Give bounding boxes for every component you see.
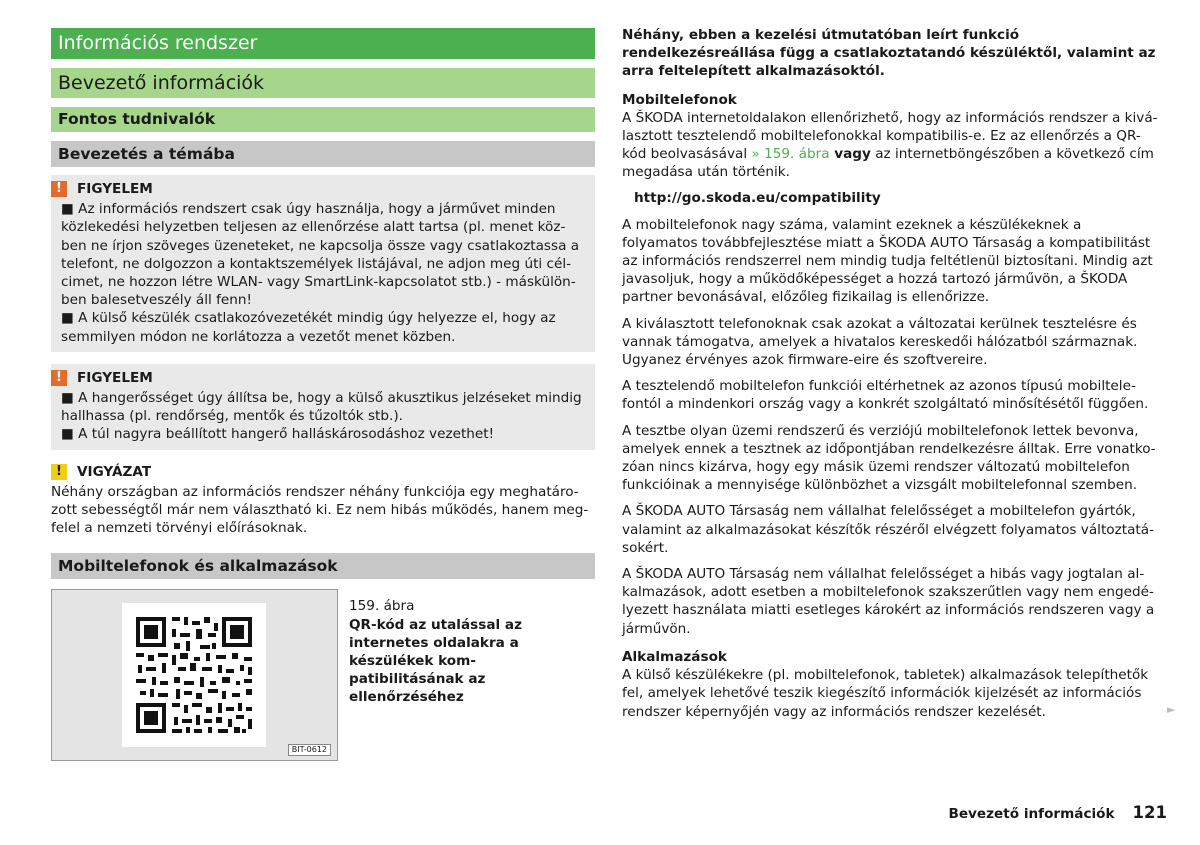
figure-title: QR-kód az utalással az internetes oldalakra a készülékek kompatibilitásának az ellenőrzéséhez [349,616,522,706]
warning-text: ■ Az információs rendszert csak úgy használja, hogy a járművet minden közlekedési helyzetben teljesen az ellenőrzése alatt tartsa (pl. menet közben ne írjon szöveges üzeneteket, ne kapcsolja össze vagy csatlakoztassa a telefont, ne dolgozzon a kontaktszemélyek listájával, ne adjon meg úti célcimet, ne hozzon létre WLAN- vagy SmartLink-kapcsolatot stb.) - máskülönben balesetveszély áll fenn! [61,201,580,309]
paragraph: A kiválasztott telefonoknak csak azokat a változatai kerülnek tesztelésre és vannak támogatva, amelyek a hivatalos kereskedői hálózatból származnak. Ugyanez érvényes azok firmware-eire és szoftvereire. [622,315,1138,369]
qr-code-graphic [122,603,266,747]
warning-text: ■ A külső készülék csatlakozóvezetékét mindig úgy helyezze el, hogy az semmilyen módon ne korlátozza a vezetőt menet közben. [61,310,556,345]
intro-paragraph: Néhány, ebben a kezelési útmutatóban leírt funkció rendelkezésreállása függ a csatlakoztatandó készüléktől, valamint az arra feltelepített alkalmazásoktól. [622,27,1156,80]
footer-chapter-label: Bevezető információk [948,806,1115,822]
apps-paragraph: A külső készülékekre (pl. mobiltelefonok, tabletek) alkalmazások telepíthetők fel, amelyek lehetővé teszik kiegészítő információk kijelzését az információs rendszer képernyőjén vagy az információs rendszer kezelését. [622,667,1149,720]
warning-text: ■ A hangerősséget úgy állítsa be, hogy a külső akusztikus jelzéseket mindig hallhassa (pl. rendőrség, mentők és tűzoltók stb.). [61,390,582,425]
figure-tag: BIT-0612 [288,744,331,756]
warning-text: ■ A túl nagyra beállított hangerő halláskárosodáshoz vezethet! [61,426,495,443]
left-column [51,28,595,761]
paragraph: A mobiltelefonok nagy száma, valamint ezeknek a készülékeknek a folyamatos továbbfejlesztése miatt a ŠKODA AUTO Társaság a kompatibilitást az információs rendszerrel nem mindig tudja feltétlenül biztosítani. Mindig azt javasoljuk, hogy a működőképességet a hozzá tartozó járművön, a ŠKODA partner bevonásával, előzőleg fizikailag is ellenőrizze. [622,216,1153,306]
apps-heading: Alkalmazások [622,648,727,665]
warning-title: FIGYELEM [77,369,153,386]
caution-box [51,456,595,538]
figure-number: 159. ábra [349,598,415,615]
figure-link[interactable]: » 159. ábra [751,146,830,163]
caution-title: VIGYÁZAT [77,463,152,480]
figure-image [51,589,338,761]
warning-title: FIGYELEM [77,181,153,197]
sub-title: Fontos tudnivalók [51,107,595,132]
mobile-heading: Mobiltelefonok [622,91,737,108]
mobile-paragraph: A ŠKODA internetoldalakon ellenőrizhető, hogy az információs rendszer a kiválasztott tesztelendő mobiltelefonokkal kompatibilis-e. Ez az ellenőrzés a QR-kód beolvasásával » 159. ábra vagy az internetböngészőben a következő cím megadása után történik. [622,109,1158,181]
warning-icon: ! [51,370,67,386]
paragraph: A tesztbe olyan üzemi rendszerű és verziójú mobiltelefonok lettek bevonva, amelyek ennek a tesztnek az időpontjában rendelkezésre álltak. Erre vonatkozóan nincs kizárva, hogy egy másik üzemi rendszer változatú mobiltelefon funkcióinak a mennyisége különbözhet a vizsgált mobiltelefonnal szemben. [622,422,1156,494]
warning-box-1 [51,175,595,352]
topic-title: Bevezetés a témába [51,141,595,167]
figure-159 [51,589,595,761]
warning-box-2 [51,364,595,450]
page-footer [948,803,1167,822]
chapter-title: Bevezető információk [51,68,595,98]
caution-text: Néhány országban az információs rendszer néhány funkciója egy meghatározott sebességtől már nem választható ki. Ez nem hibás működés, hanem megfelel a nemzeti törvényi előírásoknak. [51,483,589,537]
caution-icon: ! [51,464,67,480]
qr-code [122,603,266,747]
right-column [622,26,1158,729]
compatibility-url[interactable]: http://go.skoda.eu/compatibility [634,189,881,206]
section-title: Információs rendszer [51,28,595,59]
paragraph: A ŠKODA AUTO Társaság nem vállalhat felelősséget a hibás vagy jogtalan alkalmazások, adott esetben a mobiltelefonok szakszerűtlen vagy nem engedélyezett használata miatti esetleges károkért az információs rendszeren vagy a járművön. [622,566,1155,637]
figure-caption [349,597,569,706]
paragraph: A tesztelendő mobiltelefon funkciói eltérhetnek az azonos típusú mobiltelefontól a mindenkori ország vagy a konkrét szolgáltató minősítésétől függően. [622,378,1149,413]
mobile-section-title: Mobiltelefonok és alkalmazások [51,553,595,579]
page-number: 121 [1132,803,1167,822]
continue-arrow-icon: ► [1167,703,1176,716]
warning-icon: ! [51,181,67,197]
paragraph: A ŠKODA AUTO Társaság nem vállalhat felelősséget a mobiltelefon gyártók, valamint az alkalmazásokat készítők részéről elvégzett folyamatos változtatásokért. [622,503,1154,556]
